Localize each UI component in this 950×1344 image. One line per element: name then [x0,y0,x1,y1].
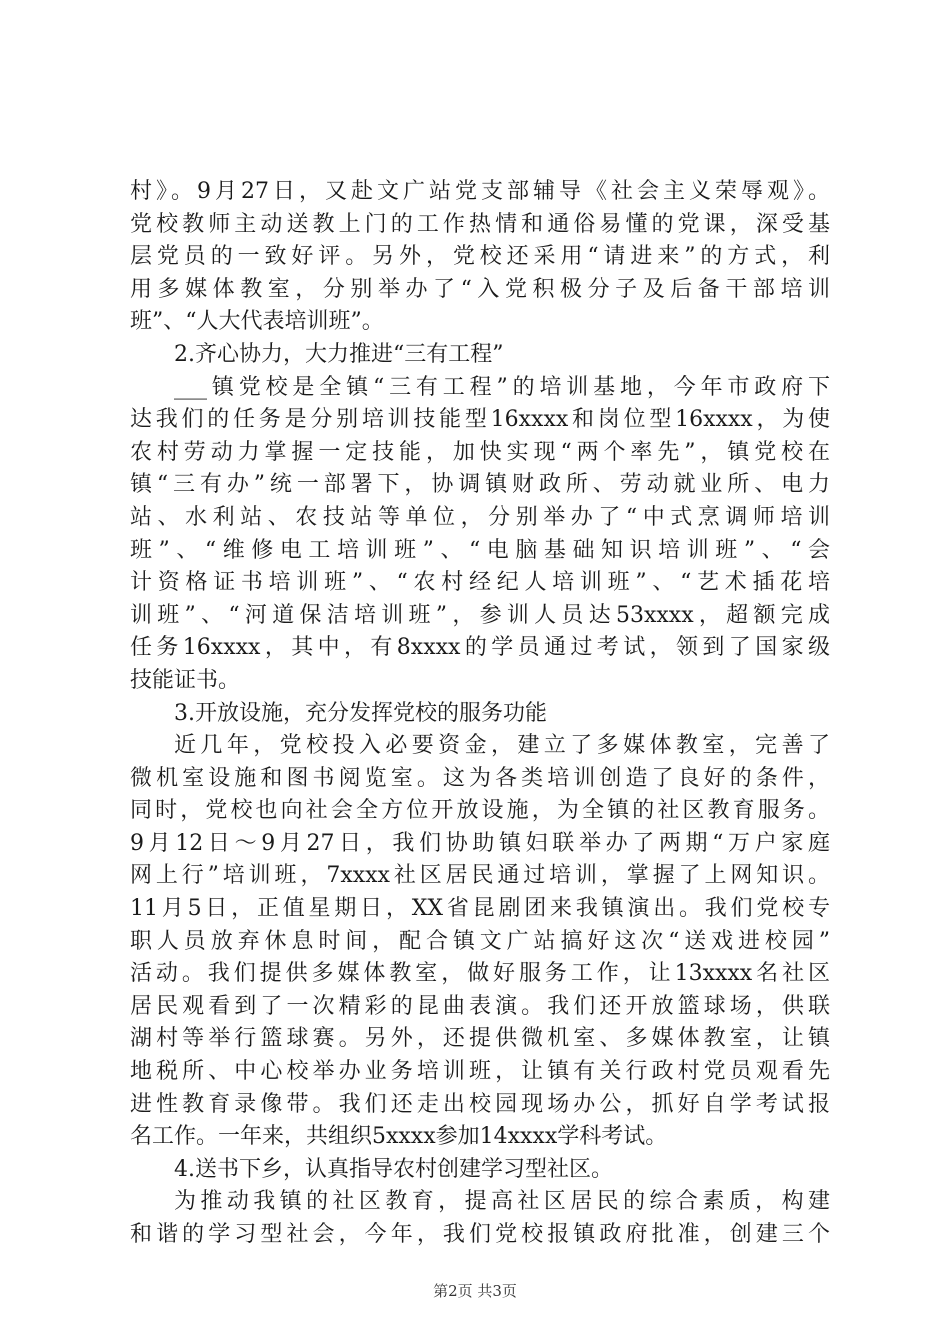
section-heading: 3.开放设施，充分发挥党校的服务功能 [174,700,547,726]
text-line: 和谐的学习型社会，今年，我们党校报镇政府批准，创建三个 [130,1222,830,1247]
text-line: 网上行”培训班，7xxxx社区居民通过培训，掌握了上网知识。 [130,863,830,889]
text-line: 党校教师主动送教上门的工作热情和通俗易懂的党课，深受基 [130,211,830,237]
text-line: 为推动我镇的社区教育，提高社区居民的综合素质，构建 [174,1189,830,1215]
text-line: 任务16xxxx，其中，有8xxxx的学员通过考试，领到了国家级 [130,635,830,661]
section-heading: 2.齐心协力，大力推进“三有工程” [174,341,504,367]
text-line: 地税所、中心校举办业务培训班，让镇有关行政村党员观看先 [130,1059,830,1085]
text-line: 微机室设施和图书阅览室。这为各类培训创造了良好的条件， [130,765,830,791]
text-line: 班”、“人大代表培训班”。 [130,309,384,335]
text-line: 站、水利站、农技站等单位，分别举办了“中式烹调师培训 [130,504,830,530]
document-body [130,176,830,1252]
text-line: ___镇党校是全镇“三有工程”的培训基地，今年市政府下 [174,374,830,400]
text-line: 班”、“维修电工培训班”、“电脑基础知识培训班”、“会 [130,537,830,563]
text-line: 层党员的一致好评。另外，党校还采用“请进来”的方式，利 [130,244,830,270]
text-line: 居民观看到了一次精彩的昆曲表演。我们还开放篮球场，供联 [130,993,830,1019]
text-line: 农村劳动力掌握一定技能，加快实现“两个率先”，镇党校在 [130,439,830,465]
text-line: 名工作。一年来，共组织5xxxx参加14xxxx学科考试。 [130,1124,668,1150]
text-line: 9月12日～9月27日，我们协助镇妇联举办了两期“万户家庭 [130,830,830,856]
text-line: 同时，党校也向社会全方位开放设施，为全镇的社区教育服务。 [130,798,830,824]
section-heading: 4.送书下乡，认真指导农村创建学习型社区。 [174,1156,613,1182]
text-line: 进性教育录像带。我们还走出校园现场办公，抓好自学考试报 [130,1091,830,1117]
text-line: 镇“三有办”统一部署下，协调镇财政所、劳动就业所、电力 [130,472,830,498]
text-line: 11月5日，正值星期日，XX省昆剧团来我镇演出。我们党校专 [130,896,830,922]
page-number-footer: 第2页 共3页 [433,1282,517,1300]
text-line: 用多媒体教室，分别举办了“入党积极分子及后备干部培训 [130,276,830,302]
text-line: 活动。我们提供多媒体教室，做好服务工作，让13xxxx名社区 [130,961,830,987]
text-line: 训班”、“河道保洁培训班”，参训人员达53xxxx，超额完成 [130,602,830,628]
text-line: 村》。9月27日，又赴文广站党支部辅导《社会主义荣辱观》。 [130,179,830,204]
text-line: 近几年，党校投入必要资金，建立了多媒体教室，完善了 [174,733,830,759]
text-line: 湖村等举行篮球赛。另外，还提供微机室、多媒体教室，让镇 [130,1026,830,1052]
text-line: 职人员放弃休息时间，配合镇文广站搞好这次“送戏进校园” [130,928,830,954]
text-line: 技能证书。 [130,667,241,693]
text-line: 达我们的任务是分别培训技能型16xxxx和岗位型16xxxx，为使 [130,407,830,433]
text-line: 计资格证书培训班”、“农村经纪人培训班”、“艺术插花培 [130,570,830,596]
